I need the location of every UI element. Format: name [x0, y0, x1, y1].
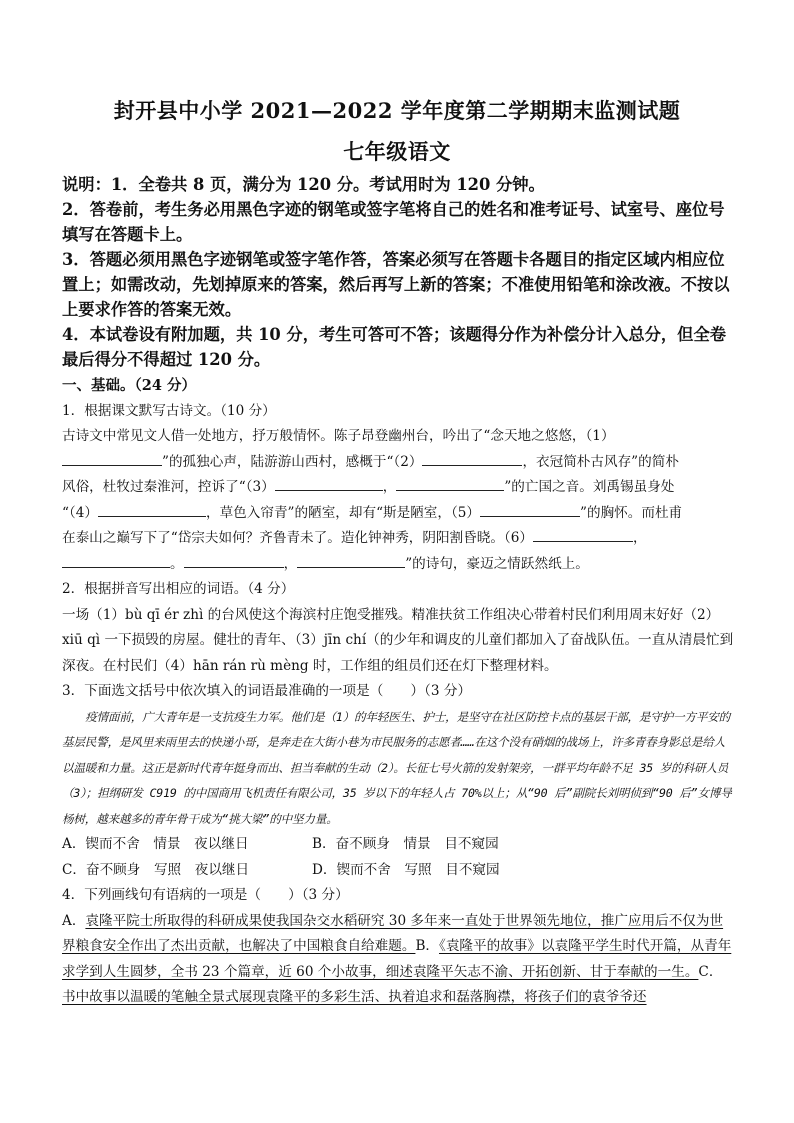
q1-text-b: ”的孤独心声，陆游游山西村，感概于“（2） — [162, 453, 423, 470]
instruction-1: 说明：1．全卷共 8 页，满分为 120 分。考试用时为 120 分钟。 — [62, 175, 545, 194]
answer-blank-5[interactable] — [480, 502, 580, 517]
instruction-2: 2．答卷前，考生务必用黑色字迹的钢笔或签字笔将自己的姓名和准考证号、试室号、座位号填写在答题卡上。 — [62, 200, 725, 244]
instructions — [62, 172, 734, 372]
q1-text-a: 古诗文中常见文人借一处地方，抒万般情怀。陈子昂登幽州台，吟出了“念天地之悠悠，（1） — [62, 428, 615, 444]
q1-text-j: 在泰山之巅写下了“岱宗夫如何？齐鲁青未了。造化钟神秀，阴阳割昏晓。（6） — [62, 530, 533, 546]
option-c[interactable]: C．奋不顾身 写照 夜以继日 — [62, 861, 250, 878]
option-a[interactable]: A．锲而不舍 情景 夜以继日 — [62, 836, 249, 852]
q1-text-f: ”的亡国之音。刘禹锡虽身处 — [504, 479, 675, 495]
answer-blank-6b[interactable] — [62, 553, 170, 568]
question-2-text: 一场（1）bù qī ér zhì 的台风使这个海滨村庄饱受摧残。精准扶贫工作组决心带着村民们利用周末好好（2）xiū qì 一下损毁的房屋。健壮的青年、（3）jīn chí（的少年和调皮的儿童们都加入了奋战队伍。一直从清晨忙到深夜。在村民们（4）hān rán rù mèng 时，工作组的组员们还在灯下整理材料。 — [62, 606, 734, 674]
q1-text-l: 。 — [170, 555, 184, 572]
q1-text-n: ”的诗句，豪迈之情跃然纸上。 — [405, 555, 589, 572]
instruction-4: 4．本试卷设有附加题，共 10 分，考生可答可不答；该题得分作为补偿分计入总分，但全卷最后得分不得超过 120 分。 — [62, 325, 727, 369]
q4-a-label: A． — [62, 912, 86, 929]
question-4-text — [62, 909, 734, 1011]
question-1-heading: 1．根据课文默写古诗文。（10 分） — [62, 402, 276, 419]
section-heading: 一、基础。（24 分） — [62, 377, 196, 394]
answer-blank-1[interactable] — [62, 451, 162, 466]
answer-blank-4[interactable] — [98, 502, 206, 517]
q1-text-g: “（4） — [62, 504, 98, 521]
question-2-heading: 2．根据拼音写出相应的词语。（4 分） — [62, 581, 295, 597]
q1-text-m: ， — [283, 555, 298, 572]
q4-c-underlined: 书中故事以温暖的笔触全景式展现袁隆平的多彩生活、执着追求和磊落胸襟，将孩子们的袁爷爷还 — [62, 989, 647, 1005]
answer-blank-3a[interactable] — [275, 476, 383, 491]
exam-title: 封开县中小学 2021—2022 学年度第二学期期末监测试题 — [113, 98, 681, 123]
answer-blank-3b[interactable] — [396, 476, 504, 491]
q1-text-i: ”的胸怀。而杜甫 — [580, 504, 683, 521]
q4-c-label: C． — [698, 963, 723, 980]
q4-a-underlined: 袁隆平院士所取得的科研成果使我国杂交水稻研究 30 多年来一直处于世界领先地位，推广应用后不仅为世界粮食安全作出了杰出贡献，也解决了中国粮食自给难题。 — [62, 912, 724, 954]
answer-blank-2[interactable] — [422, 451, 522, 466]
option-b[interactable]: B．奋不顾身 情景 目不窥园 — [312, 836, 499, 852]
exam-body — [62, 373, 734, 1011]
answer-blank-6c[interactable] — [184, 553, 284, 568]
question-3-heading: 3．下面选文括号中依次填入的词语最准确的一项是（ ）（3 分） — [62, 683, 472, 699]
question-4-heading: 4．下列画线句有语病的一项是（ ）（3 分） — [62, 887, 349, 903]
exam-subtitle: 七年级语文 — [343, 139, 451, 164]
question-3-options — [62, 832, 734, 883]
question-1-text — [62, 424, 734, 577]
question-3-passage: 疫情面前，广大青年是一支抗疫生力军。他们是（1）的年轻医生、护士，是坚守在社区防控卡点的基层干部，是守护一方平安的基层民警，是风里来雨里去的快递小哥，是奔走在大街小巷为市民服务的志愿者……在这个没有硝烟的战场上，许多青春身影总是给人以温暖和力量。这正是新时代青年挺身而出、担当奉献的生动（2）。长征七号火箭的发射架旁，一群平均年龄不足 35 岁的科研人员（3）；担纲研发 C919 的中国商用飞机责任有限公司，35 岁以下的年轻人占 70%以上；从“90 后”副院长刘明侦到“90 后”女博导杨树，越来越多的青年骨干成为“挑大梁”的中坚力量。 — [62, 709, 732, 826]
q1-text-k: ， — [632, 530, 647, 546]
q1-text-c: ，衣冠简朴古风存”的简朴 — [522, 453, 679, 470]
q1-text-h: ，草色入帘青”的陋室，却有“斯是陋室，（5） — [206, 504, 481, 521]
answer-blank-6a[interactable] — [533, 527, 633, 542]
q4-b-underlined: 《袁隆平的故事》以袁隆平学生时代开篇，从青年求学到人生圆梦，全书 23 个篇章，近 60 个小故事，细述袁隆平矢志不渝、开拓创新、甘于奉献的一生。 — [62, 938, 732, 980]
option-d[interactable]: D．锲而不舍 写照 目不窥园 — [312, 861, 500, 878]
q1-text-d: 风俗，杜牧过秦淮河，控诉了“（3） — [62, 479, 275, 495]
instruction-3: 3．答题必须用黑色字迹钢笔或签字笔作答，答案必须写在答题卡各题目的指定区域内相应位置上；如需改动，先划掉原来的答案，然后再写上新的答案；不准使用铅笔和涂改液。不按以上要求作答的答案无效。 — [62, 250, 730, 319]
q1-text-e: ， — [382, 479, 397, 495]
q4-b-label: B． — [415, 938, 440, 954]
answer-blank-6d[interactable] — [297, 553, 405, 568]
